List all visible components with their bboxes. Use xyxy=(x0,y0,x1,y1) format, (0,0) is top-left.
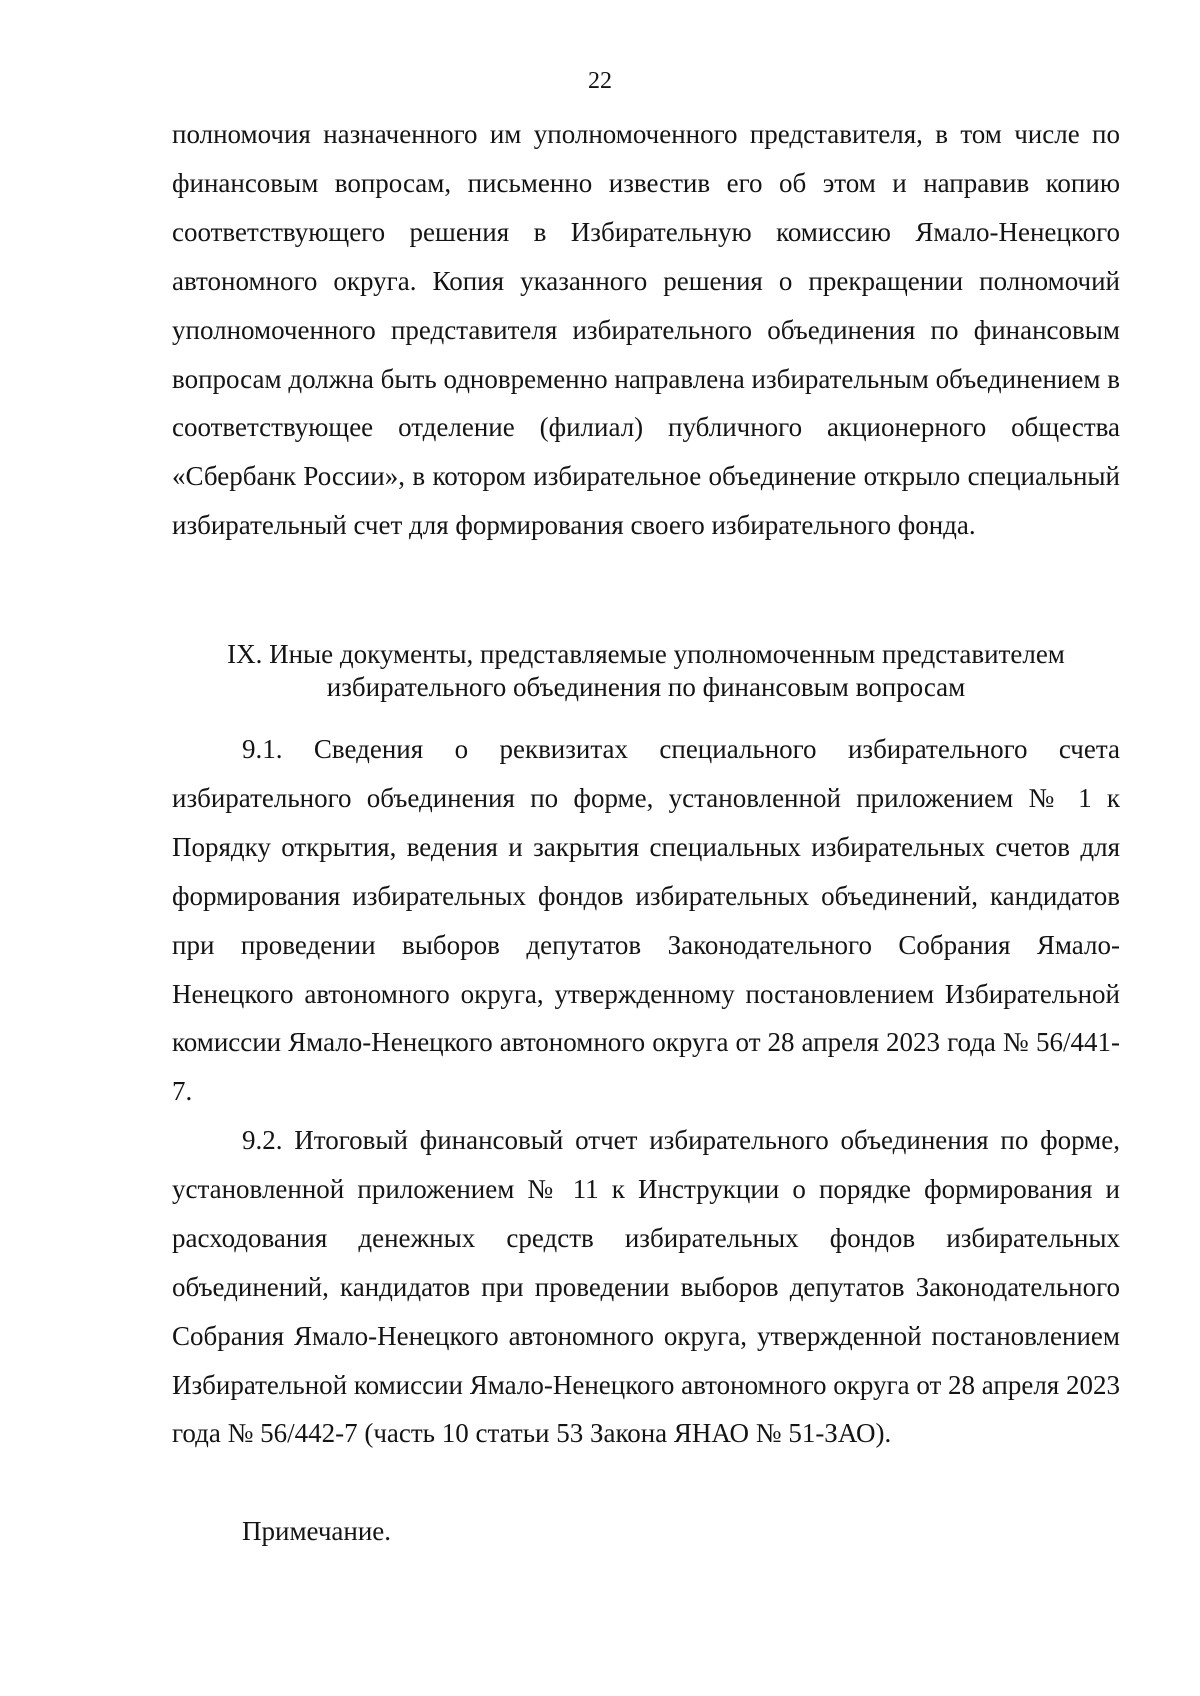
paragraph-item-9-1: 9.1. Сведения о реквизитах специального избирательного счета избирательного объединения по форме, установленной приложением № 1 к Порядку открытия, ведения и закрытия специальных избирательных счетов для формирования избирательных фондов избирательных объединений, кандидатов при проведении выборов депутатов Законодательного Собрания Ямало-Ненецкого автономного округа, утвержденному постановлением Избирательной комиссии Ямало-Ненецкого автономного округа от 28 апреля 2023 года № 56/441-7. xyxy=(172,734,1120,1107)
section-heading-line-2: избирательного объединения по финансовым вопросам xyxy=(326,672,966,702)
paragraph-intro: полномочия назначенного им уполномоченного представителя, в том числе по финансовым вопросам, письменно известив его об этом и направив копию соответствующего решения в Избирательную комиссию Ямало-Ненецкого автономного округа. Копия указанного решения о прекращении полномочий уполномоченного представителя избирательного объединения по финансовым вопросам должна быть одновременно направлена избирательным объединением в соответствующее отделение (филиал) публичного акционерного общества «Сбербанк России», в котором избирательное объединение открыло специальный избирательный счет для формирования своего избирательного фонда. xyxy=(172,119,1120,541)
note-label: Примечание. xyxy=(242,1516,392,1546)
paragraph-item-9-2: 9.2. Итоговый финансовый отчет избирательного объединения по форме, установленной приложением № 11 к Инструкции о порядке формирования и расходования денежных средств избирательных фондов избирательных объединений, кандидатов при проведении выборов депутатов Законодательного Собрания Ямало-Ненецкого автономного округа, утвержденной постановлением Избирательной комиссии Ямало-Ненецкого автономного округа от 28 апреля 2023 года № 56/442-7 (часть 10 статьи 53 Закона ЯНАО № 51-ЗАО). xyxy=(172,1125,1120,1449)
section-heading-line-1: IX. Иные документы, представляемые уполномоченным представителем xyxy=(227,639,1065,669)
page-number: 22 xyxy=(588,68,612,94)
section-heading xyxy=(172,638,1120,704)
